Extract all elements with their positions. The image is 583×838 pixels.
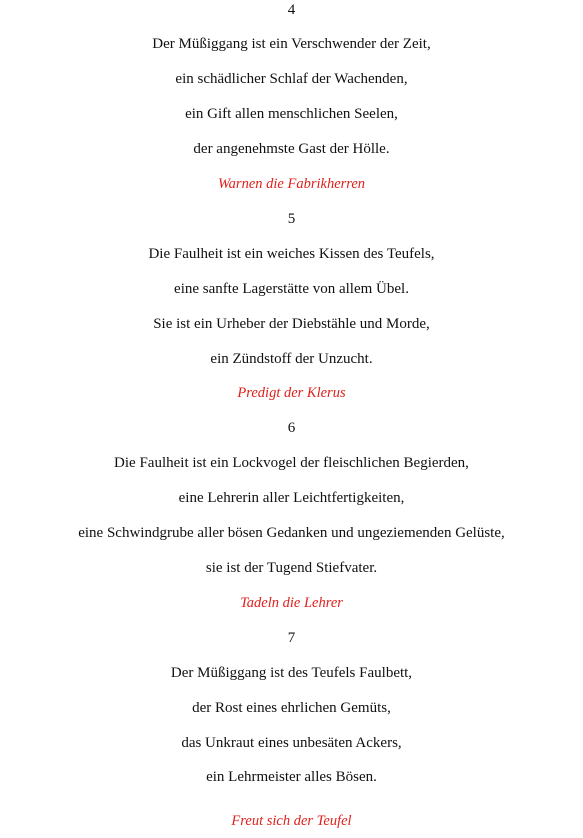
verse-line: ein schädlicher Schlaf der Wachenden, (175, 71, 408, 87)
verse-line: eine Schwindgrube aller bösen Gedanken und ungeziemenden Gelüste, (78, 525, 505, 541)
verse-line: der Rost eines ehrlichen Gemüts, (192, 700, 391, 716)
verse-line: der angenehmste Gast der Hölle. (193, 141, 390, 157)
stanza-number: 7 (287, 630, 296, 646)
verse-line: eine sanfte Lagerstätte von allem Übel. (174, 281, 409, 297)
verse-line: Die Faulheit ist ein weiches Kissen des Teufels, (148, 246, 435, 262)
verse-line: ein Lehrmeister alles Bösen. (206, 769, 377, 785)
refrain-line: Freut sich der Teufel (231, 813, 352, 829)
stanza-number: 6 (287, 420, 296, 436)
verse-line: sie ist der Tugend Stiefvater. (205, 560, 378, 576)
verse-line: Der Müßiggang ist des Teufels Faulbett, (170, 665, 413, 681)
verse-line: Die Faulheit ist ein Lockvogel der fleischlichen Begierden, (114, 455, 469, 471)
verse-line: das Unkraut eines unbesäten Ackers, (181, 735, 402, 751)
verse-line: eine Lehrerin aller Leichtfertigkeiten, (178, 490, 405, 506)
stanza-number: 5 (287, 211, 296, 227)
verse-line: Der Müßiggang ist ein Verschwender der Zeit, (152, 36, 431, 52)
refrain-line: Tadeln die Lehrer (240, 595, 343, 611)
verse-line: Sie ist ein Urheber der Diebstähle und Morde, (153, 316, 430, 332)
stanza-number: 4 (287, 2, 296, 18)
refrain-line: Warnen die Fabrikherren (217, 176, 366, 192)
verse-line: ein Zündstoff der Unzucht. (210, 351, 373, 367)
verse-line: ein Gift allen menschlichen Seelen, (185, 106, 398, 122)
refrain-line: Predigt der Klerus (237, 385, 346, 401)
